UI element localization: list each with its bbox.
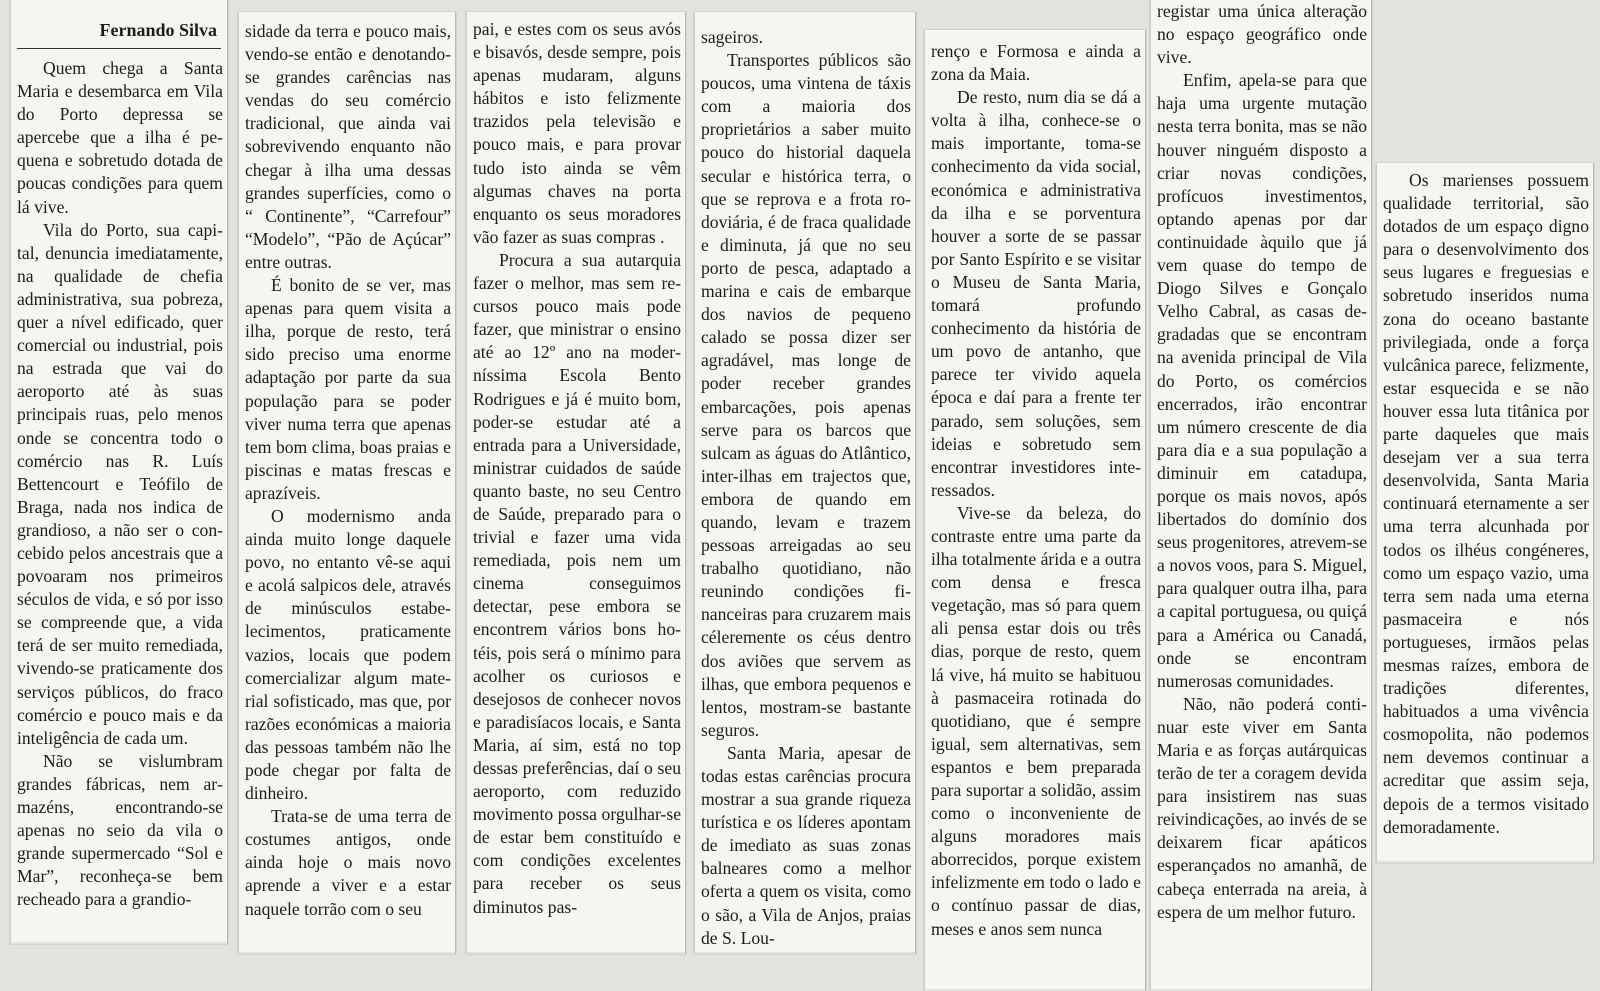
paragraph: Vila do Porto, sua capital, denuncia imediatamente, na qualidade de chefia administrativa, sua pobreza, quer a nível edificado, quer comercial ou industrial, pois na estrada que vai do aeroporto até às suas principais ruas, pelo menos onde se concentra todo o comércio nas R. Luís Bettencourt e Teófilo de Braga, nada nos indica de grandioso, a não ser o concebido pelos ancestrais que a povoaram nos primeiros séculos de vida, e só por isso se compreende que, a vida terá de ser muito remediada, vivendo-se praticamente dos serviços públicos, do fraco comércio e pouco mais e da inteligência de cada um. [17, 219, 223, 748]
paragraph: Vive-se da beleza, do contraste entre uma parte da ilha totalmente árida e a outra com densa e fresca vegetação, mas só para quem ali pensa estar dois ou três dias, porque de resto, quem lá vive, há muito se habituou à pasmaceira rotinada do quotidiano, que é sempre igual, sem alternativas, sem espantos e bem preparada para suportar a solidão, assim como o inconveniente de alguns moradores mais aborrecidos, porque existem infelizmente em todo o lado e o contínuo passar de dias, meses e anos sem nunca [931, 502, 1141, 939]
paragraph: Procura a sua autarquia fazer o melhor, mas sem recursos pouco mais pode fazer, que ministrar o ensino até ao 12º ano na moderníssima Escola Bento Rodrigues e já é muito bom, poder-se estudar até a entrada para a Universidade, ministrar cuidados de saúde quanto baste, no seu Centro de Saúde, preparado para o trivial e fazer uma vida remediada, pois nem um cinema conseguimos detectar, pese embora se encontrem vários bons hotéis, pois será o mínimo para acolher os curiosos e desejosos de conhecer novos e paradisíacos locais, e Santa Maria, aí sim, está no top dessas preferências, daí o seu aeroporto, com reduzido movimento possa orgulhar-se de estar bem constituído e com condições excelentes para receber os seus diminutos pas- [473, 249, 681, 917]
paragraph: Os marienses possuem qualidade territorial, são dotados de um espaço digno para o desenvolvimento dos seus lugares e freguesias e sobretudo inseridos numa zona do oceano bastante privilegiada, onde a força vulcânica parece, felizmente, estar esquecida e se não houver essa luta titânica por parte daqueles que mais desejam ver a sua terra desenvolvida, Santa Maria continuará eternamente a ser uma terra alcunhada por todos os ilhéus congéneres, como um espaço vazio, uma terra sem nada uma eterna pasmaceira e nós portugueses, irmãos pelas mesmas raízes, embora de tradições diferentes, habituados a uma vivência cosmopolita, não podemos nem devemos continuar a acreditar que assim seja, depois de a termos visitado demoradamente. [1383, 170, 1589, 837]
paragraph: É bonito de se ver, mas apenas para quem visita a ilha, porque de resto, terá sido preciso uma enorme adaptação por parte da sua população para se poder viver numa terra que apenas tem bom clima, boas praias e piscinas e matas frescas e aprazíveis. [245, 275, 451, 503]
paragraph: Transportes públicos são poucos, uma vintena de táxis com a maioria dos proprietários a saber muito pouco do historial daquela secular e histórica terra, o que se reprova e a frota rodoviária, é de fraca qualidade e diminuta, já que no seu porto de pesca, adaptado a marina e cais de embarque dos navios de pequeno calado se possa dizer ser agradável, mas longe de poder receber grandes embarcações, pois apenas serve para os barcos que sulcam as águas do Atlântico, inter-ilhas em trajectos que, embora de quando em quando, levam e trazem pessoas arreigadas ao seu trabalho quotidiano, não reunindo condições financeiras para cruzarem mais céleremente os céus dentro dos aviões que servem as ilhas, que embora pequenos e lentos, mostram-se bastante seguros. [701, 50, 911, 740]
paragraph: sageiros. [701, 27, 764, 47]
article-column-1 [10, 0, 228, 944]
paragraph: renço e Formosa e ainda a zona da Maia. [931, 41, 1141, 85]
paragraph: Enfim, apela-se para que haja uma urgente mutação nesta terra bonita, mas se não houver ninguém disposto a criar novas condições, profícuos investimentos, optando apenas por dar continuidade àquilo que já vem quase do tempo de Diogo Silves e Gonçalo Velho Cabral, as casas degradadas que se encontram na avenida principal de Vila do Porto, os comércios encerrados, irão encontrar um número crescente de dia para dia e a sua população a diminuir em catadupa, porque os mais novos, após libertados do domínio dos seus progenitores, atrevem-se a novos voos, para S. Miguel, para qualquer outra ilha, para a capital portuguesa, ou quiçá para a América ou Canadá, onde se encontram numerosas comunidades. [1157, 70, 1367, 691]
article-column-4 [694, 12, 916, 954]
article-column-2 [238, 12, 456, 954]
paragraph: Quem chega a Santa Maria e desembarca em Vila do Porto depressa se apercebe que a ilha é pequena e sobretudo dotada de poucas condições para quem lá vive. [17, 58, 223, 217]
article-column-7 [1376, 163, 1594, 863]
paragraph: sidade da terra e pouco mais, vendo-se então e denotando-se grandes carências nas vendas do seu comércio tradicional, que ainda vai sobrevivendo enquanto não chegar à ilha uma dessas grandes superfícies, como o “ Continente”, “Carrefour” “Modelo”, “Pão de Açúcar” entre outras. [245, 21, 451, 272]
article-column-6 [1150, 0, 1372, 991]
article-column-5 [924, 30, 1146, 991]
paragraph: Não se vislumbram grandes fábricas, nem armazéns, encontrando-se apenas no seio da vila o grande supermercado “Sol e Mar”, reconheça-se bem recheado para a grandio- [17, 750, 223, 910]
paragraph: O modernismo anda ainda muito longe daquele povo, no entanto vê-se aqui e acolá salpicos dele, através de minúsculos estabelecimentos, praticamente vazios, locais que podem comercializar algum material sofisticado, mas que, por razões económicas a maioria das pessoas também não lhe pode chegar por falta de dinheiro. [245, 505, 451, 804]
paragraph: registar uma única alteração no espaço geográfico onde vive. [1157, 1, 1367, 68]
paragraph: Trata-se de uma terra de costumes antigos, onde ainda hoje o mais novo aprende a viver e a estar naquele torrão com o seu [245, 806, 451, 919]
paragraph: pai, e estes com os seus avós e bisavós, desde sempre, pois apenas mudaram, alguns hábitos e isto felizmente trazidos pela televisão e pouco mais, e para provar tudo isto ainda se vêm algumas chaves na porta enquanto os seus moradores vão fazer as suas compras . [473, 19, 681, 247]
paragraph: De resto, num dia se dá a volta à ilha, conhece-se o mais importante, toma-se conhecimento da vida social, económica e administrativa da ilha e se porventura houver a sorte de se passar por Santo Espírito e se visitar o Museu de Santa Maria, tomará profundo conhecimento da história de um povo de antanho, que parece ter vivido aquela época e daí para a frente ter parado, sem soluções, sem ideias e sobretudo sem encontrar investidores interessados. [931, 87, 1141, 500]
article-column-3 [466, 12, 686, 954]
author-byline: Fernando Silva [17, 0, 221, 49]
paragraph: Santa Maria, apesar de todas estas carências procura mostrar a sua grande riqueza turística e os líderes apontam de imediato as suas zonas balneares como a melhor oferta a quem os visita, como o são, a Vila de Anjos, praias de S. Lou- [701, 742, 911, 948]
paragraph: Não, não poderá continuar este viver em Santa Maria e as forças autárquicas terão de ter a coragem devida para insistirem nas suas reivindicações, ao invés de se deixarem ficar apáticos esperançados no amanhã, de cabeça enterrada na areia, à espera de um melhor futuro. [1157, 693, 1367, 922]
